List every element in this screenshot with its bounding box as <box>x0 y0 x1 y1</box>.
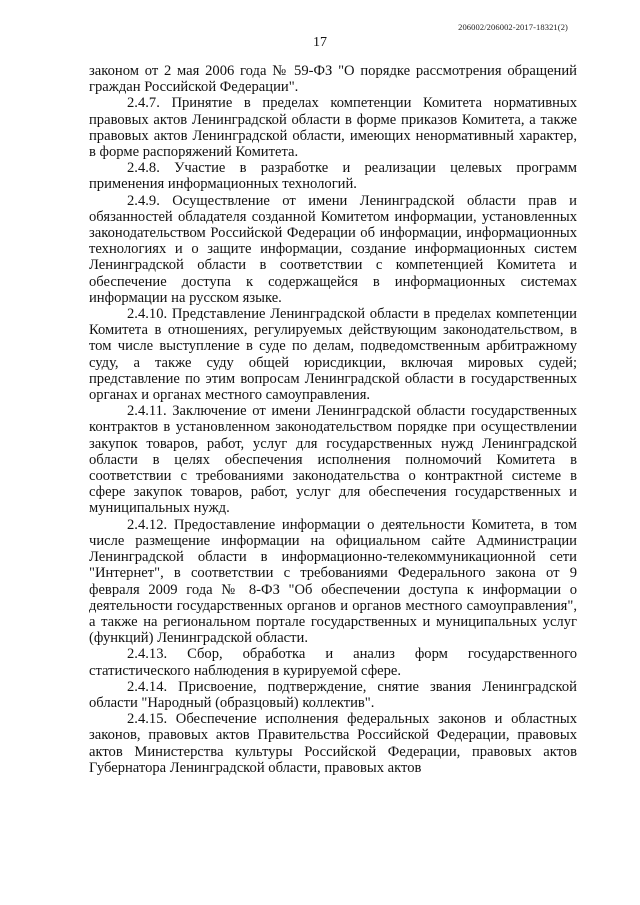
paragraph-2-4-12: 2.4.12. Предоставление информации о деятельности Комитета, в том числе размещение информации на официальном сайте Администрации Ленинградской области в информационно-телекоммуникационной сети "Интернет", в соответствии с требованиями Федерального закона от 9 февраля 2009 года № 8-ФЗ "Об обеспечении доступа к информации о деятельности государственных органов и органов местного самоуправления", а также на региональном портале государственных и муниципальных услуг (функций) Ленинградской области. <box>89 516 577 647</box>
paragraph-continuation: законом от 2 мая 2006 года № 59-ФЗ "О порядке рассмотрения обращений граждан Российской Федерации". <box>89 63 577 96</box>
paragraph-2-4-9: 2.4.9. Осуществление от имени Ленинградской области прав и обязанностей обладателя созданной Комитетом информации, установленных законодательством Российской Федерации об информации, информационных технологиях и о защите информации, создание информационных систем Ленинградской области в соответствии с компетенцией Комитета и обеспечение доступа к содержащейся в информационных системах информации на русском языке. <box>89 192 577 306</box>
page-number: 17 <box>313 35 327 50</box>
paragraph-2-4-14: 2.4.14. Присвоение, подтверждение, снятие звания Ленинградской области "Народный (образцовый) коллектив". <box>89 678 577 711</box>
document-body <box>89 63 577 776</box>
paragraph-2-4-8: 2.4.8. Участие в разработке и реализации целевых программ применения информационных технологий. <box>89 160 577 193</box>
document-id: 206002/206002-2017-18321(2) <box>458 22 568 32</box>
paragraph-2-4-11: 2.4.11. Заключение от имени Ленинградской области государственных контрактов в установленном законодательством порядке при осуществлении закупок товаров, работ, услуг для государственных нужд Ленинградской области в целях обеспечения исполнения полномочий Комитета в соответствии с требованиями законодательства о контрактной системе в сфере закупок товаров, работ, услуг для обеспечения государственных и муниципальных нужд. <box>89 403 577 517</box>
paragraph-2-4-10: 2.4.10. Представление Ленинградской области в пределах компетенции Комитета в отношениях, регулируемых действующим законодательством, в том числе выступление в суде по делам, подведомственным арбитражному суду, а также суду общей юрисдикции, включая мировых судей; представление по этим вопросам Ленинградской области в государственных органах и органах местного самоуправления. <box>89 306 577 404</box>
paragraph-2-4-13: 2.4.13. Сбор, обработка и анализ форм государственного статистического наблюдения в курируемой сфере. <box>89 646 577 679</box>
paragraph-2-4-15: 2.4.15. Обеспечение исполнения федеральных законов и областных законов, правовых актов Правительства Российской Федерации, правовых актов Министерства культуры Российской Федерации, правовых актов Губернатора Ленинградской области, правовых актов <box>89 711 577 776</box>
paragraph-2-4-7: 2.4.7. Принятие в пределах компетенции Комитета нормативных правовых актов Ленинградской области в форме приказов Комитета, а также правовых актов Ленинградской области, имеющих ненормативный характер, в форме распоряжений Комитета. <box>89 95 577 161</box>
